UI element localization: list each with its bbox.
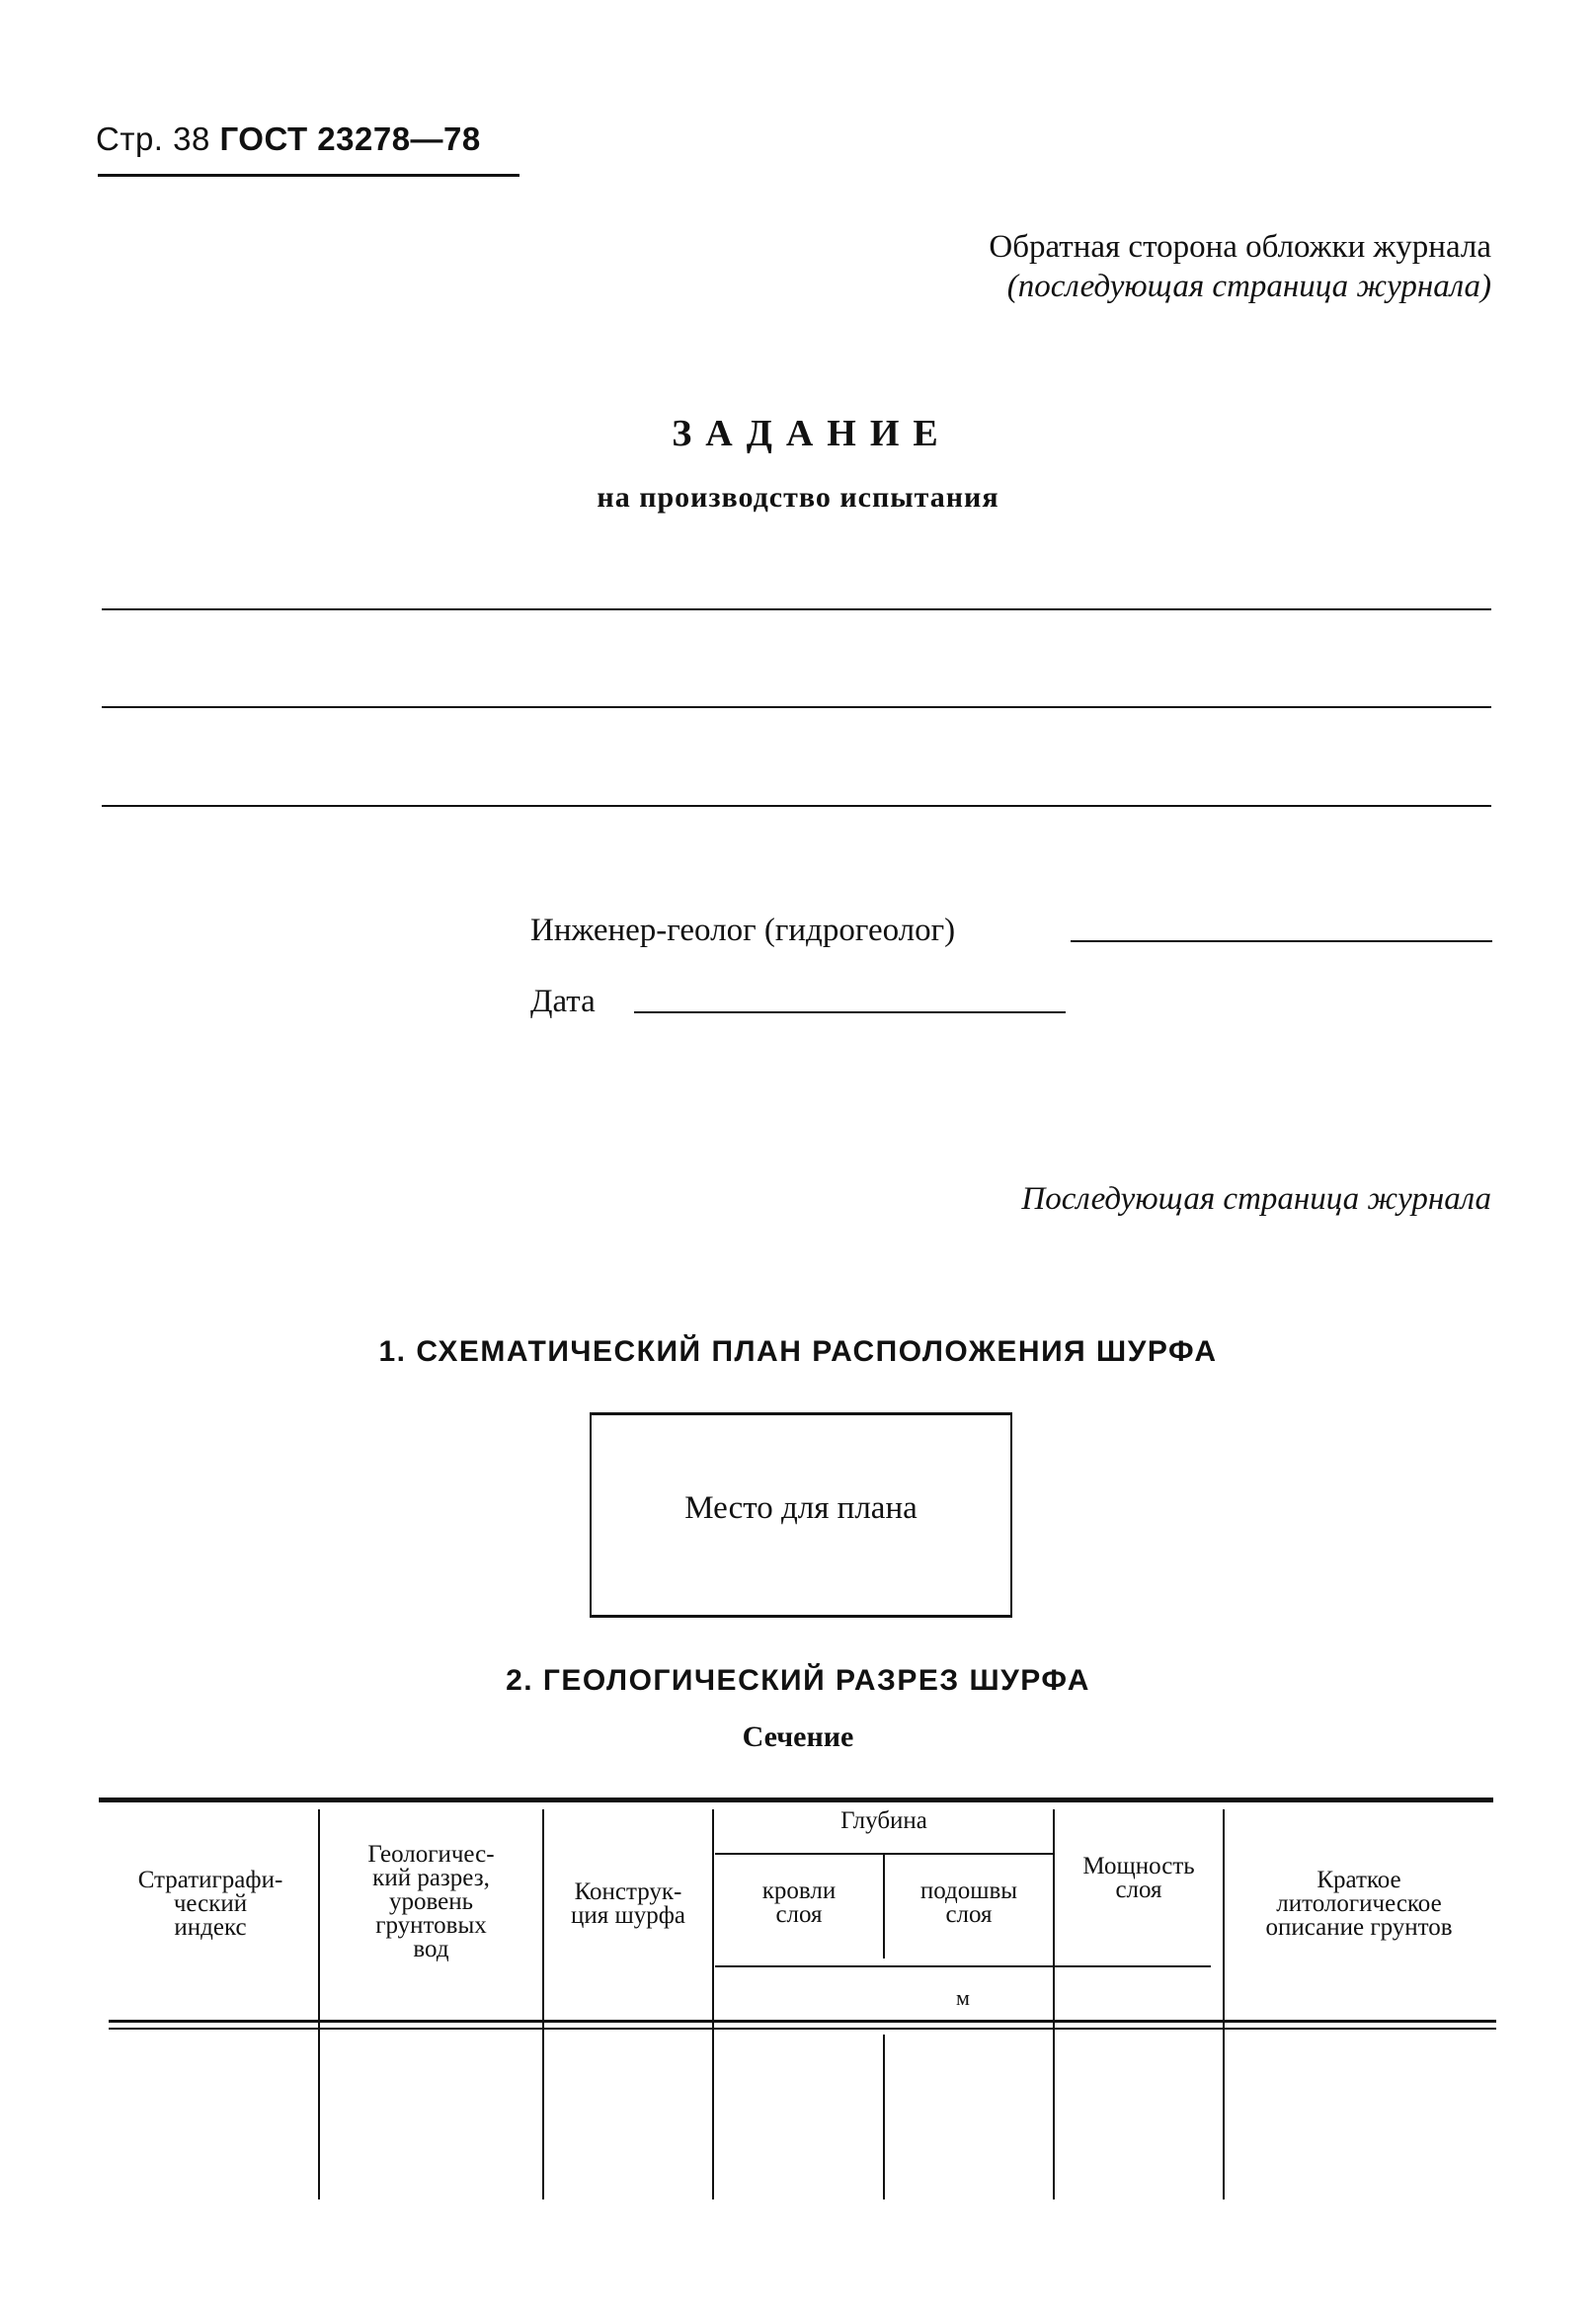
cover-note-line1: Обратная сторона обложки журнала (989, 229, 1491, 265)
header-lithological-description: Краткое литологическое описание грунтов (1265, 1867, 1453, 1941)
header-rule (98, 174, 519, 177)
table-header-bottom-border (109, 2020, 1496, 2023)
task-line-1[interactable] (102, 608, 1491, 610)
table-top-border (99, 1798, 1493, 1802)
task-subtitle: на производство испытания (597, 481, 999, 514)
header-top-of-layer: кровли слоя (761, 1878, 837, 1928)
header-pit-construction: Конструк- ция шурфа (570, 1878, 686, 1929)
depth-group-line (715, 1853, 1053, 1855)
header-unit-meters: м (956, 1985, 970, 2010)
task-line-2[interactable] (102, 706, 1491, 708)
page-header (96, 120, 481, 158)
task-line-3[interactable] (102, 805, 1491, 807)
plan-placeholder-box (590, 1412, 1012, 1618)
table-header-bottom-border-2 (109, 2028, 1496, 2030)
plan-placeholder-text: Место для плана (684, 1490, 918, 1526)
gost-number: ГОСТ 23278—78 (219, 120, 481, 157)
section2-title: 2. ГЕОЛОГИЧЕСКИЙ РАЗРЕЗ ШУРФА (506, 1664, 1090, 1697)
task-title: ЗАДАНИЕ (672, 413, 952, 454)
date-line[interactable] (634, 1011, 1066, 1013)
unit-row-line (715, 1965, 1211, 1967)
table-col-divider (542, 1809, 544, 2199)
section2-subtitle: Сечение (742, 1720, 854, 1753)
date-label: Дата (530, 984, 596, 1019)
header-bottom-of-layer: подошвы слоя (919, 1878, 1018, 1928)
table-col-divider (712, 1809, 714, 2199)
next-page-label: Последующая страница журнала (1021, 1181, 1491, 1217)
engineer-label: Инженер-геолог (гидрогеолог) (530, 913, 956, 948)
header-stratigraphic-index: Стратиграфи- ческий индекс (137, 1867, 283, 1941)
header-layer-thickness: Мощность слоя (1082, 1853, 1195, 1903)
header-depth-group: Глубина (840, 1807, 927, 1834)
section1-title: 1. СХЕМАТИЧЕСКИЙ ПЛАН РАСПОЛОЖЕНИЯ ШУРФА (378, 1335, 1218, 1368)
table-col-divider (883, 2035, 885, 2199)
engineer-signature-line[interactable] (1071, 940, 1492, 942)
page-number: Стр. 38 (96, 120, 210, 157)
cover-note-line2: (последующая страница журнала) (1006, 269, 1491, 304)
header-geological-section: Геологичес- кий разрез, уровень грунтовых вод (367, 1841, 495, 1962)
